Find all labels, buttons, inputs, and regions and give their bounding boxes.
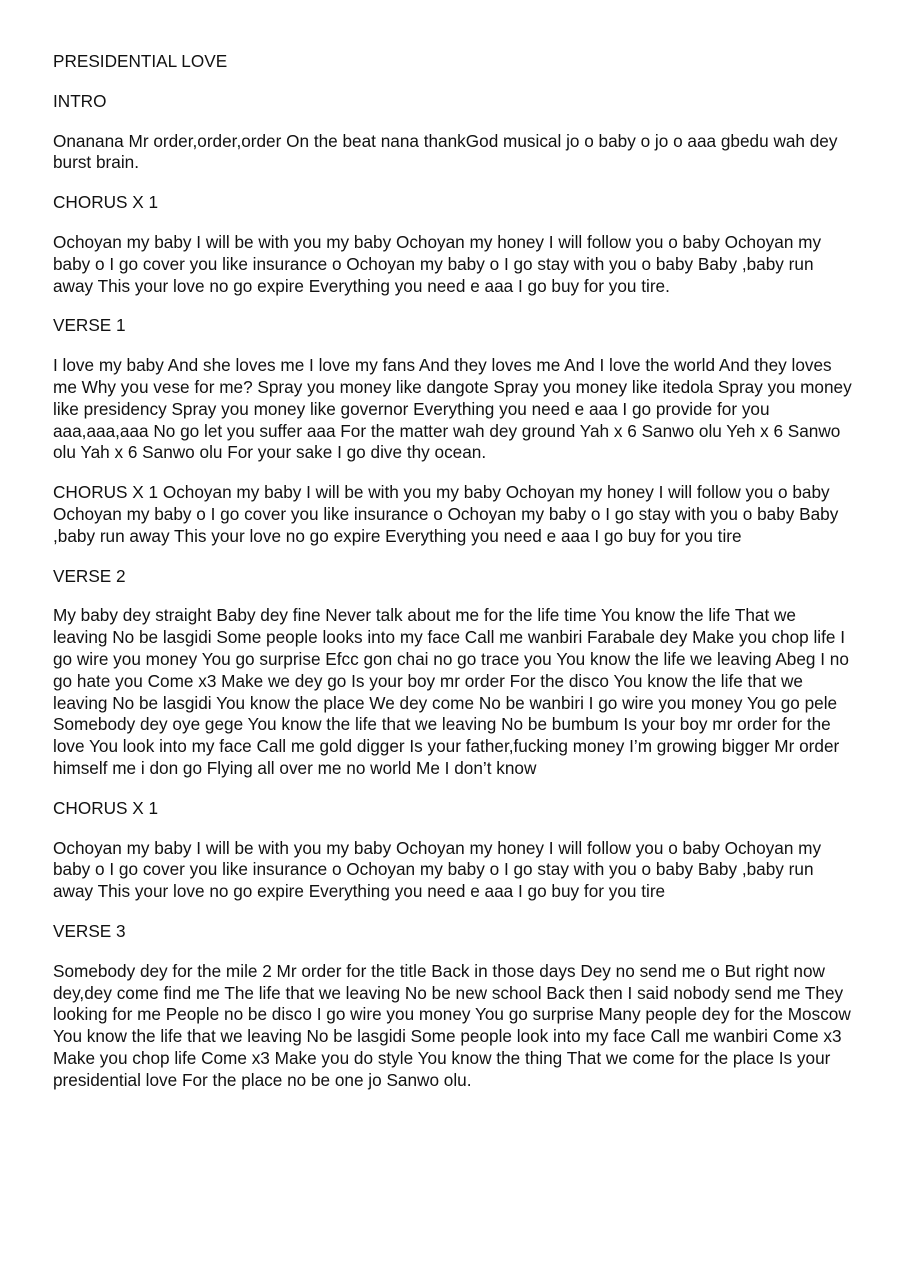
section-heading-intro: INTRO	[53, 90, 107, 111]
section-text-intro: Onanana Mr order,order,order On the beat nana thankGod musical jo o baby o jo o aaa gbedu wah dey burst brain.	[53, 130, 838, 173]
section-text-chorus-3: Ochoyan my baby I will be with you my baby Ochoyan my honey I will follow you o baby Ochoyan my baby o I go cover you like insurance o Ochoyan my baby o I go stay with you o baby Baby ,baby run away This your love no go expire Everything you need e aaa I go buy for you tire	[53, 837, 822, 902]
document-title: PRESIDENTIAL LOVE	[53, 51, 228, 71]
section-heading-verse-3: VERSE 3	[53, 920, 126, 941]
section-text-chorus-2: CHORUS X 1 Ochoyan my baby I will be with you my baby Ochoyan my honey I will follow you o baby Ochoyan my baby o I go cover you like insurance o Ochoyan my baby o I go stay with you o baby Baby ,baby run away This your love no go expire Everything you need e aaa I go buy for you tire	[53, 482, 839, 546]
section-text-chorus-1: Ochoyan my baby I will be with you my baby Ochoyan my honey I will follow you o baby Ochoyan my baby o I go cover you like insurance o Ochoyan my baby o I go stay with you o baby Baby ,baby run away This your love no go expire Everything you need e aaa I go buy for you tire.	[53, 231, 822, 296]
section-heading-verse-1: VERSE 1	[53, 315, 126, 336]
section-heading-chorus-3: CHORUS X 1	[53, 797, 159, 818]
section-text-verse-1: I love my baby And she loves me I love my fans And they loves me And I love the world And they loves me Why you vese for me? Spray you money like dangote Spray you money like itedola Spray you money like presidency Spray you money like governor Everything you need e aaa I go provide for you aaa,aaa,aaa No go let you suffer aaa For the matter wah dey ground Yah x 6 Sanwo olu Yeh x 6 Sanwo olu Yah x 6 Sanwo olu For your sake I go dive thy ocean.	[53, 355, 852, 463]
section-text-verse-2: My baby dey straight Baby dey fine Never talk about me for the life time You know the life That we leaving No be lasgidi Some people looks into my face Call me wanbiri Farabale dey Make you chop life I go wire you money You go surprise Efcc gon chai no go trace you You know the life we leaving Abeg I no go hate you Come x3 Make we dey go Is your boy mr order For the disco You know the life that we leaving No be lasgidi You know the place We dey come No be wanbiri I go wire you money You go pele Somebody dey oye gege You know the life that we leaving No be bumbum Is your boy mr order for the love You look into my face Call me gold digger Is your father,fucking money I’m growing bigger Mr order himself me i don go Flying all over me no world Me I don’t know	[53, 605, 849, 778]
section-heading-chorus-1: CHORUS X 1	[53, 192, 159, 213]
document-page	[53, 51, 853, 1109]
section-text-verse-3: Somebody dey for the mile 2 Mr order for the title Back in those days Dey no send me o But right now dey,dey come find me The life that we leaving No be new school Back then I said nobody send me They looking for me People no be disco I go wire you money You go surprise Many people dey for the Moscow You know the life that we leaving No be lasgidi Some people look into my face Call me wanbiri Come x3 Make you chop life Come x3 Make you do style You know the thing That we come for the place Is your presidential love For the place no be one jo Sanwo olu.	[53, 960, 851, 1090]
section-heading-verse-2: VERSE 2	[53, 565, 126, 586]
